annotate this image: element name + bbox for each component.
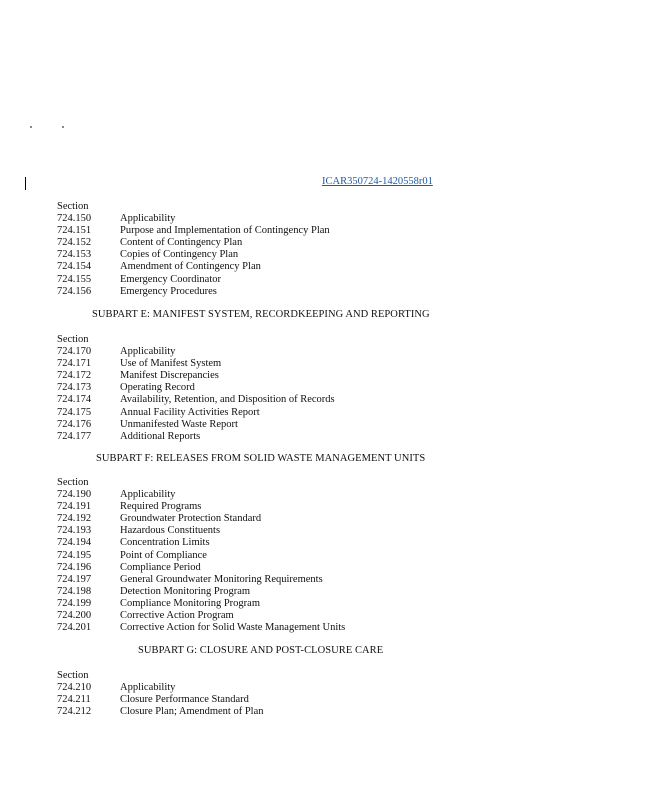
page-mark xyxy=(62,126,64,128)
section-number: 724.156 xyxy=(57,285,92,297)
section-number: 724.175 xyxy=(57,406,92,418)
section-number: 724.199 xyxy=(57,597,92,609)
section-title: Applicability xyxy=(120,213,176,225)
section-number: 724.212 xyxy=(57,706,92,718)
page-marks xyxy=(30,126,70,132)
list-item xyxy=(57,525,345,537)
section-list-subpart-e xyxy=(57,334,335,443)
section-number: 724.198 xyxy=(57,585,92,597)
section-number: 724.172 xyxy=(57,370,92,382)
section-number: 724.177 xyxy=(57,430,92,442)
section-title: Groundwater Protection Standard xyxy=(120,513,262,525)
section-title: Applicability xyxy=(120,346,176,358)
subpart-f-heading: SUBPART F: RELEASES FROM SOLID WASTE MANAGEMENT UNITS xyxy=(96,453,426,464)
section-title: Applicability xyxy=(120,682,176,694)
section-list-subpart-f xyxy=(57,477,345,634)
section-number: 724.191 xyxy=(57,501,92,513)
section-label: Section xyxy=(57,477,89,488)
list-item xyxy=(57,598,345,610)
section-title: Corrective Action Program xyxy=(120,610,234,622)
section-title: Compliance Monitoring Program xyxy=(120,597,260,609)
list-item xyxy=(57,382,335,394)
section-number: 724.200 xyxy=(57,610,92,622)
section-title: Unmanifested Waste Report xyxy=(120,418,238,430)
section-title: Closure Performance Standard xyxy=(120,694,249,706)
section-number: 724.190 xyxy=(57,489,92,501)
section-list-subpart-g xyxy=(57,670,264,718)
section-title: Closure Plan; Amendment of Plan xyxy=(120,706,264,718)
section-title: Concentration Limits xyxy=(120,537,210,549)
section-title: Emergency Procedures xyxy=(120,285,217,297)
list-item xyxy=(57,513,345,525)
section-number: 724.211 xyxy=(57,694,91,706)
list-item xyxy=(57,237,330,249)
section-number: 724.197 xyxy=(57,573,92,585)
list-item xyxy=(57,358,335,370)
section-title: General Groundwater Monitoring Requirements xyxy=(120,573,323,585)
section-title: Content of Contingency Plan xyxy=(120,237,243,249)
list-item xyxy=(57,706,264,718)
section-title: Emergency Coordinator xyxy=(120,273,221,285)
section-number: 724.194 xyxy=(57,537,92,549)
section-number: 724.196 xyxy=(57,561,92,573)
section-title: Operating Record xyxy=(120,382,195,394)
revision-bar xyxy=(25,177,26,190)
section-list-subpart-d xyxy=(57,201,330,298)
section-number: 724.192 xyxy=(57,513,92,525)
list-item xyxy=(57,213,330,225)
section-number: 724.155 xyxy=(57,273,92,285)
section-title: Point of Compliance xyxy=(120,549,207,561)
list-item xyxy=(57,274,330,286)
list-item xyxy=(57,407,335,419)
list-item xyxy=(57,537,345,549)
section-number: 724.210 xyxy=(57,682,92,694)
section-title: Amendment of Contingency Plan xyxy=(120,261,261,273)
section-title: Compliance Period xyxy=(120,561,201,573)
list-item xyxy=(57,694,264,706)
list-item xyxy=(57,586,345,598)
list-item xyxy=(57,562,345,574)
section-number: 724.150 xyxy=(57,213,92,225)
list-item xyxy=(57,346,335,358)
subpart-g-heading: SUBPART G: CLOSURE AND POST-CLOSURE CARE xyxy=(138,645,384,656)
list-item xyxy=(57,249,330,261)
section-title: Corrective Action for Solid Waste Management Units xyxy=(120,622,346,634)
section-number: 724.170 xyxy=(57,346,92,358)
page-mark xyxy=(30,126,32,128)
section-number: 724.171 xyxy=(57,358,92,370)
list-item xyxy=(57,419,335,431)
section-title: Purpose and Implementation of Contingency Plan xyxy=(120,225,330,237)
section-label: Section xyxy=(57,334,89,345)
list-item xyxy=(57,550,345,562)
section-number: 724.173 xyxy=(57,382,92,394)
section-number: 724.154 xyxy=(57,261,92,273)
list-item xyxy=(57,610,345,622)
list-item xyxy=(57,431,335,443)
list-item xyxy=(57,489,345,501)
section-number: 724.151 xyxy=(57,225,92,237)
section-title: Use of Manifest System xyxy=(120,358,222,370)
section-title: Applicability xyxy=(120,489,176,501)
section-number: 724.153 xyxy=(57,249,92,261)
list-item xyxy=(57,261,330,273)
section-number: 724.201 xyxy=(57,622,92,634)
section-title: Required Programs xyxy=(120,501,202,513)
section-title: Copies of Contingency Plan xyxy=(120,249,239,261)
section-number: 724.174 xyxy=(57,394,92,406)
list-item xyxy=(57,286,330,298)
section-number: 724.176 xyxy=(57,418,92,430)
list-item xyxy=(57,574,345,586)
section-label: Section xyxy=(57,201,89,212)
section-label: Section xyxy=(57,670,89,681)
section-title: Manifest Discrepancies xyxy=(120,370,219,382)
list-item xyxy=(57,622,345,634)
list-item xyxy=(57,501,345,513)
list-item xyxy=(57,225,330,237)
section-number: 724.195 xyxy=(57,549,92,561)
section-title: Annual Facility Activities Report xyxy=(120,406,260,418)
section-title: Availability, Retention, and Disposition of Records xyxy=(120,394,335,406)
section-number: 724.193 xyxy=(57,525,92,537)
section-number: 724.152 xyxy=(57,237,92,249)
list-item xyxy=(57,394,335,406)
list-item xyxy=(57,370,335,382)
section-title: Additional Reports xyxy=(120,430,201,442)
section-title: Detection Monitoring Program xyxy=(120,585,251,597)
list-item xyxy=(57,682,264,694)
section-title: Hazardous Constituents xyxy=(120,525,221,537)
subpart-e-heading: SUBPART E: MANIFEST SYSTEM, RECORDKEEPING AND REPORTING xyxy=(92,309,430,320)
document-id-link[interactable]: ICAR350724-1420558r01 xyxy=(322,176,433,187)
